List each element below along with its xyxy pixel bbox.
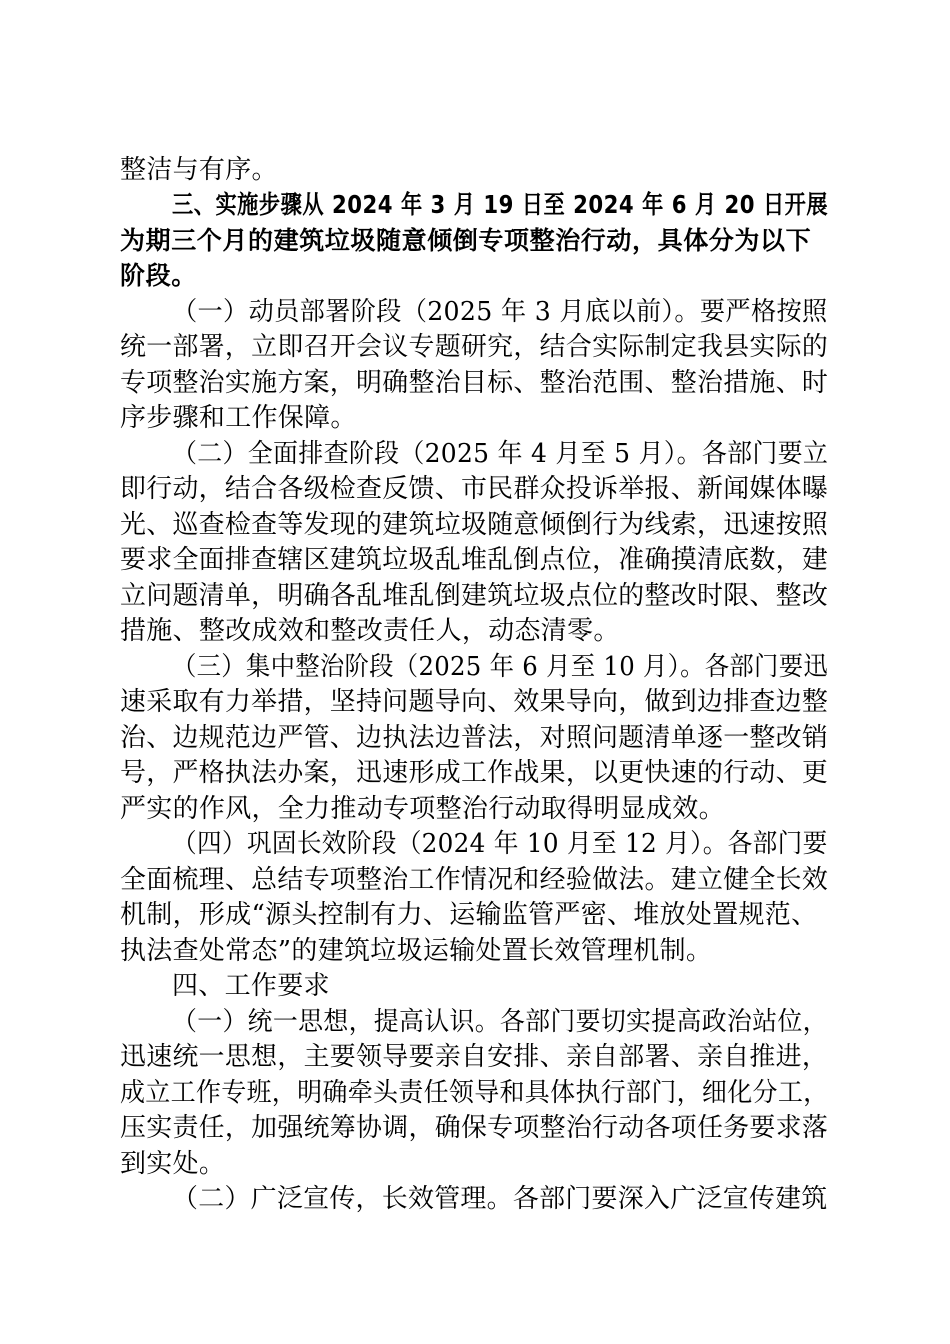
text-line-6: 统一部署，立即召开会议专题研究，结合实际制定我县实际的 [120, 332, 829, 362]
text-line-1: 整洁与有序。 [120, 155, 278, 185]
text-line-8: 序步骤和工作保障。 [120, 403, 357, 433]
section-3-heading-line-3: 阶段。 [120, 261, 197, 290]
text-line-18: 号，严格执法办案，迅速形成工作战果，以更快速的行动、更 [120, 758, 829, 788]
text-line-14: 措施、整改成效和整改责任人，动态清零。 [120, 616, 620, 646]
text-line-13: 立问题清单，明确各乱堆乱倒建筑垃圾点位的整改时限、整改 [120, 581, 829, 611]
text-line-30: （二）广泛宣传，长效管理。各部门要深入广泛宣传建筑 [172, 1184, 828, 1214]
text-line-15: （三）集中整治阶段（2025 年 6 月至 10 月）。各部门要迅 [172, 652, 828, 682]
text-line-23: 执法查处常态”的建筑垃圾运输处置长效管理机制。 [120, 936, 713, 966]
text-line-10: 即行动，结合各级检查反馈、市民群众投诉举报、新闻媒体曝 [120, 474, 829, 504]
text-line-21: 全面梳理、总结专项整治工作情况和经验做法。建立健全长效 [120, 865, 829, 895]
text-line-28: 压实责任，加强统筹协调，确保专项整治行动各项任务要求落 [120, 1113, 829, 1143]
section-4-heading: 四、工作要求 [172, 971, 330, 1001]
text-line-25: （一）统一思想，提高认识。各部门要切实提高政治站位， [172, 1007, 828, 1037]
text-line-16: 速采取有力举措，坚持问题导向、效果导向，做到边排查边整 [120, 687, 829, 717]
text-line-20: （四）巩固长效阶段（2024 年 10 月至 12 月）。各部门要 [172, 829, 828, 859]
text-line-27: 成立工作专班，明确牵头责任领导和具体执行部门，细化分工， [120, 1078, 829, 1108]
text-line-17: 治、边规范边严管、边执法边普法，对照问题清单逐一整改销 [120, 723, 829, 753]
text-line-5: （一）动员部署阶段（2025 年 3 月底以前）。要严格按照 [172, 297, 828, 327]
text-line-22: 机制，形成“源头控制有力、运输监管严密、堆放处置规范、 [120, 900, 818, 930]
text-line-26: 迅速统一思想，主要领导要亲自安排、亲自部署、亲自推进， [120, 1042, 829, 1072]
text-line-29: 到实处。 [120, 1149, 226, 1179]
section-3-heading-line-2: 为期三个月的建筑垃圾随意倾倒专项整治行动，具体分为以下 [120, 226, 812, 255]
text-line-9: （二）全面排查阶段（2025 年 4 月至 5 月）。各部门要立 [172, 439, 829, 469]
section-3-heading-line-1: 三、实施步骤从 2024 年 3 月 19 日至 2024 年 6 月 20 日开展 [172, 190, 829, 219]
text-line-19: 严实的作风，全力推动专项整治行动取得明显成效。 [120, 794, 725, 824]
text-line-12: 要求全面排查辖区建筑垃圾乱堆乱倒点位，准确摸清底数，建 [120, 545, 829, 575]
text-line-11: 光、巡查检查等发现的建筑垃圾随意倾倒行为线索，迅速按照 [120, 510, 829, 540]
text-line-7: 专项整治实施方案，明确整治目标、整治范围、整治措施、时 [120, 368, 829, 398]
